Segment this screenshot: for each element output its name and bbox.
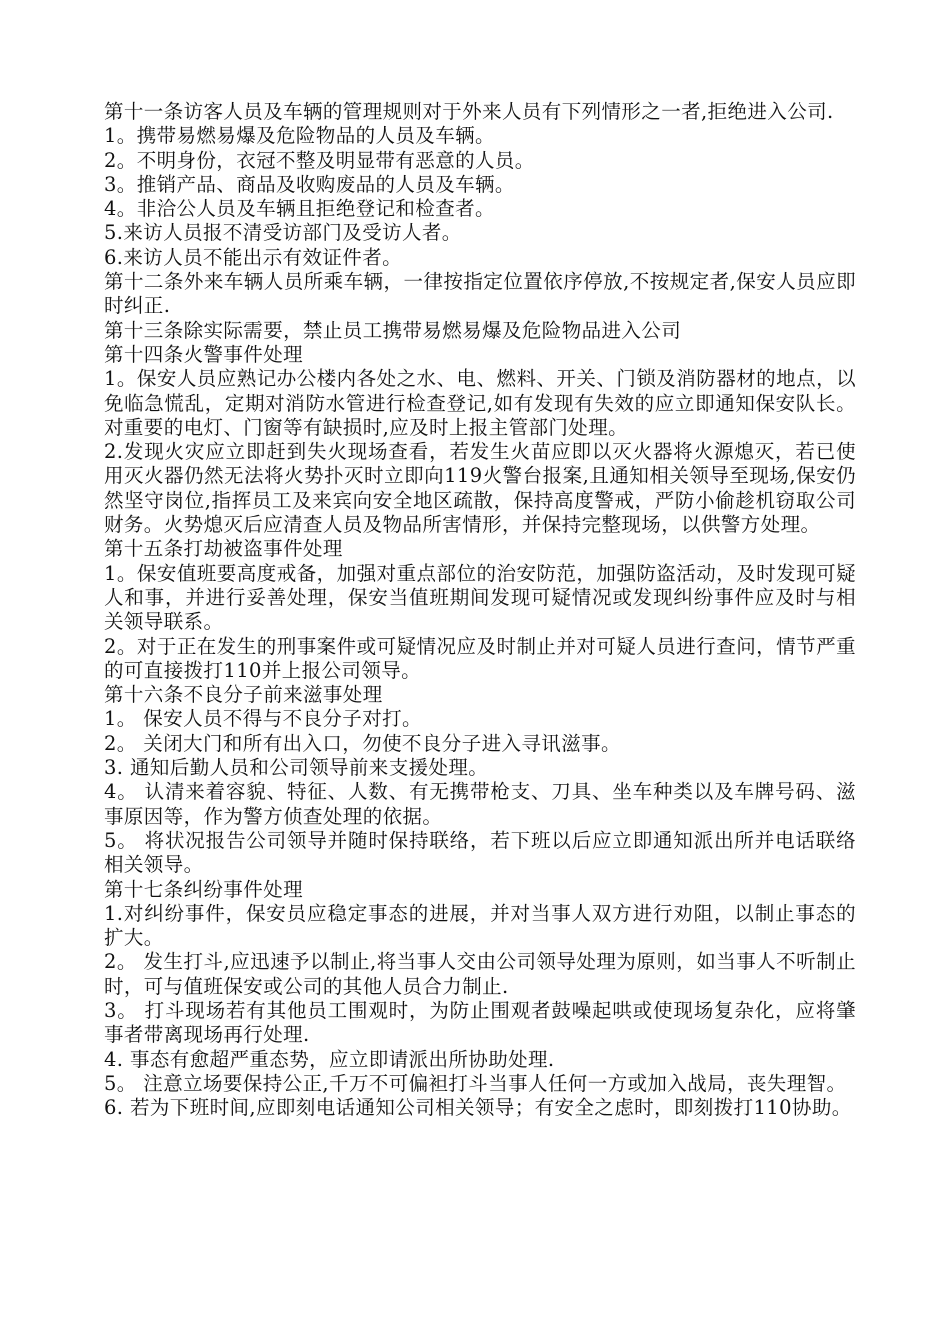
- article-16-heading: 第十六条不良分子前来滋事处理: [104, 683, 383, 707]
- article-12-heading: 第十二条外来车辆人员所乘车辆，一律按指定位置依序停放,不按规定者,保安人员应即时纠正.: [104, 270, 856, 318]
- article-11-item-5: 5.来访人员报不清受访部门及受访人者。: [104, 221, 462, 245]
- article-17-item-1: 1.对纠纷事件，保安员应稳定事态的进展，并对当事人双方进行劝阻，以制止事态的扩大。: [104, 901, 856, 950]
- article-11-item-2: 2。不明身份，衣冠不整及明显带有恶意的人员。: [104, 148, 535, 172]
- article-17-item-3: 3。 打斗现场若有其他员工围观时，为防止围观者鼓噪起哄或使现场复杂化，应将肇事者带离现场再行处理.: [104, 998, 856, 1047]
- article-15-item-2: 2。对于正在发生的刑事案件或可疑情况应及时制止并对可疑人员进行查问，情节严重的可直接拨打110并上报公司领导。: [104, 634, 856, 682]
- article-16-item-5: 5。 将状况报告公司领导并随时保持联络，若下班以后应立即通知派出所并电话联络相关领导。: [104, 828, 856, 877]
- article-11-item-3: 3。推销产品、商品及收购废品的人员及车辆。: [104, 172, 515, 196]
- article-11-heading: 第十一条访客人员及车辆的管理规则对于外来人员有下列情形之一者,拒绝进入公司.: [104, 100, 834, 123]
- article-14-item-2: 2.发现火灾应立即赶到失火现场查看，若发生火苗应即以灭火器将火源熄灭，若已使用灭火器仍然无法将火势扑灭时立即向119火警台报案,且通知相关领导至现场,保安仍然坚守岗位,指挥员工及来宾向安全地区疏散，保持高度警戒，严防小偷趁机窃取公司财务。火势熄灭后应清查人员及物品所害情形，并保持完整现场，以供警方处理。: [104, 440, 856, 537]
- article-16-item-2: 2。 关闭大门和所有出入口，勿使不良分子进入寻讯滋事。: [104, 731, 621, 755]
- article-16-item-4: 4。 认清来着容貌、特征、人数、有无携带枪支、刀具、坐车种类以及车牌号码、滋事原因等，作为警方侦查处理的依据。: [104, 780, 856, 828]
- article-11-item-6: 6.来访人员不能出示有效证件者。: [104, 245, 403, 269]
- article-17-item-5: 5。 注意立场要保持公正,千万不可偏袒打斗当事人任何一方或加入战局，丧失理智。: [104, 1071, 847, 1095]
- article-14-heading: 第十四条火警事件处理: [104, 342, 304, 366]
- article-15-item-1: 1。保安值班要高度戒备，加强对重点部位的治安防范，加强防盗活动，及时发现可疑人和事，并进行妥善处理，保安当值班期间发现可疑情况或发现纠纷事件应及时与相关领导联系。: [104, 561, 856, 634]
- article-17-item-6: 6. 若为下班时间,应即刻电话通知公司相关领导；有安全之虑时，即刻拨打110协助。: [104, 1096, 852, 1120]
- document-body: [104, 100, 856, 1120]
- article-17-item-2: 2。 发生打斗,应迅速予以制止,将当事人交由公司领导处理为原则，如当事人不听制止时，可与值班保安或公司的其他人员合力制止.: [104, 950, 856, 998]
- article-13-heading: 第十三条除实际需要，禁止员工携带易燃易爆及危险物品进入公司: [104, 318, 682, 342]
- article-15-heading: 第十五条打劫被盗事件处理: [104, 537, 343, 561]
- article-14-item-1: 1。保安人员应熟记办公楼内各处之水、电、燃料、开关、门锁及消防器材的地点，以免临急慌乱，定期对消防水管进行检查登记,如有发现有失效的应立即通知保安队长。对重要的电灯、门窗等有缺损时,应及时上报主管部门处理。: [104, 367, 856, 439]
- article-17-heading: 第十七条纠纷事件处理: [104, 877, 304, 901]
- article-11-item-1: 1。携带易燃易爆及危险物品的人员及车辆。: [104, 124, 495, 148]
- article-16-item-1: 1。 保安人员不得与不良分子对打。: [104, 707, 422, 731]
- article-16-item-3: 3. 通知后勤人员和公司领导前来支援处理。: [104, 756, 489, 780]
- article-11-item-4: 4。非洽公人员及车辆且拒绝登记和检查者。: [104, 197, 495, 221]
- article-17-item-4: 4. 事态有愈超严重态势，应立即请派出所协助处理.: [104, 1047, 555, 1071]
